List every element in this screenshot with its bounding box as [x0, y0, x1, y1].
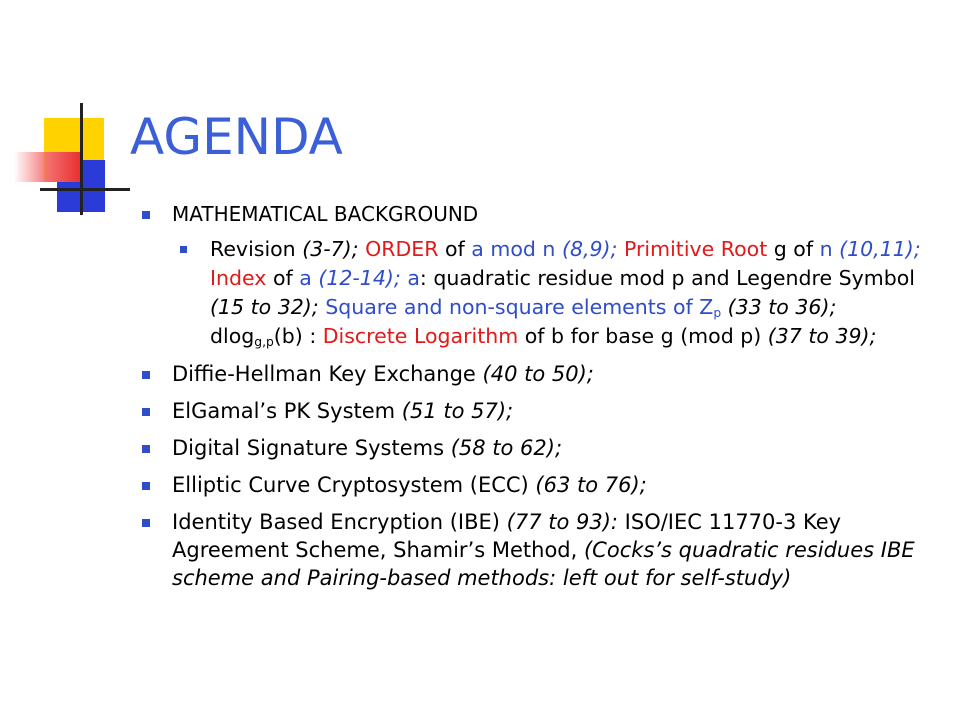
slide-range: (63 to 76); [535, 473, 647, 497]
agenda-item-ecc [134, 471, 934, 499]
text-run: (b) : [273, 324, 323, 348]
slide-range: (37 to 39); [767, 324, 877, 348]
topic-a-mod-n: a mod n [471, 237, 556, 261]
slide-range: (58 to 62); [450, 436, 563, 460]
square-bullet-icon [142, 371, 150, 379]
topic-index: Index [210, 266, 267, 290]
square-bullet-icon [142, 211, 150, 219]
subscript-gp: g,p [254, 335, 274, 350]
square-bullet-icon [142, 445, 150, 453]
text-run: Revision [210, 237, 303, 261]
slide-range: (12-14); [318, 266, 401, 290]
text-run: : quadratic residue mod p and Legendre Symbol [419, 266, 915, 290]
agenda-item-diffie-hellman [134, 360, 934, 388]
agenda-item-elgamal [134, 397, 934, 425]
decor-red-gradient-bar [14, 152, 80, 182]
subscript-p: p [713, 306, 722, 321]
item-text: ISO/IEC 11770-3 Key Agreement Scheme, Shamir’s Method, [172, 510, 842, 562]
slide-range: (15 to 32); [210, 295, 319, 319]
slide-range: (3-7); [302, 237, 359, 261]
text-run: of [438, 237, 472, 261]
slide-range: (10,11); [839, 237, 921, 261]
text-run: dlog [210, 324, 255, 348]
decor-horizontal-line [40, 188, 130, 191]
text-run: n [819, 237, 833, 261]
topic-square-elements: Square and non-square elements of Z [325, 295, 714, 319]
square-bullet-icon [142, 408, 150, 416]
item-text: Diffie-Hellman Key Exchange [172, 362, 483, 386]
agenda-list [134, 200, 934, 601]
self-study-note: (Cocks’s quadratic residues IBE scheme and Pairing-based methods: left out for self-study) [172, 538, 915, 590]
text-run: a [407, 266, 420, 290]
slide-title: AGENDA [130, 108, 343, 166]
item-text: Identity Based Encryption (IBE) [172, 510, 507, 534]
text-run: a [299, 266, 312, 290]
text-run: of [266, 266, 300, 290]
square-bullet-icon [142, 482, 150, 490]
item-text: Elliptic Curve Cryptosystem (ECC) [172, 473, 536, 497]
decor-vertical-line [80, 103, 83, 215]
sub-list [172, 235, 934, 351]
slide-range: (8,9); [561, 237, 618, 261]
slide-range: (33 to 36); [727, 295, 837, 319]
topic-discrete-log: Discrete Logarithm [322, 324, 519, 348]
item-text: Digital Signature Systems [172, 436, 451, 460]
text-run: of b for base g (mod p) [518, 324, 768, 348]
slide-range: (40 to 50); [482, 362, 594, 386]
agenda-item-digital-signature [134, 434, 934, 462]
agenda-item-ibe [134, 508, 934, 592]
topic-primitive-root: Primitive Root [624, 237, 768, 261]
sub-item-math-topics [172, 235, 934, 351]
slide-range: (51 to 57); [401, 399, 514, 423]
item-text: ElGamal’s PK System [172, 399, 402, 423]
square-bullet-icon [142, 519, 150, 527]
square-bullet-icon [180, 246, 187, 253]
agenda-item-math-background [134, 200, 934, 351]
topic-order: ORDER [365, 237, 439, 261]
item-text: MATHEMATICAL BACKGROUND [172, 202, 479, 226]
text-run: g of [767, 237, 820, 261]
slide-range: (77 to 93): [506, 510, 618, 534]
